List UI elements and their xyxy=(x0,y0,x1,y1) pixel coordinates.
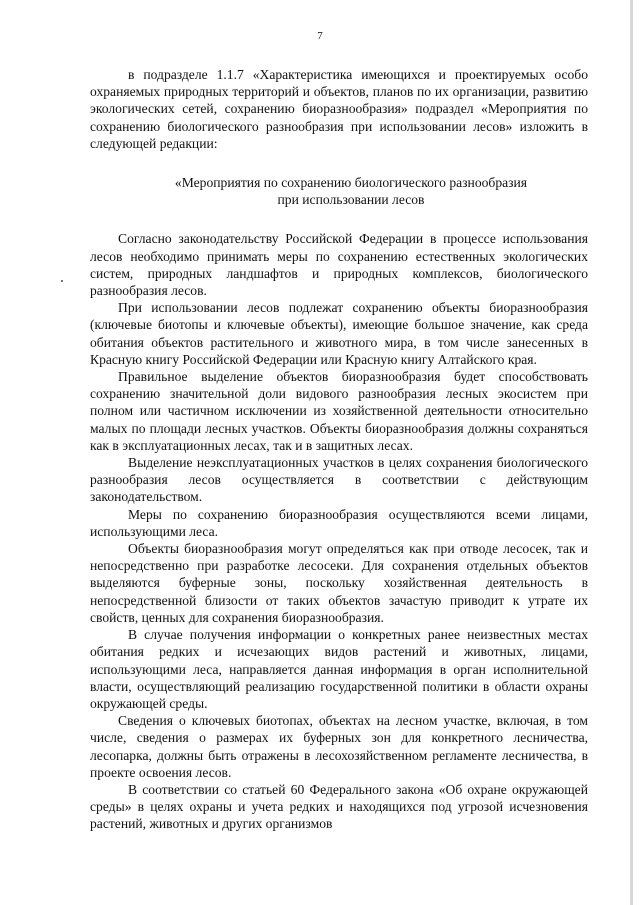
paragraph-article-60: В соответствии со статьей 60 Федерального закона «Об охране окружающей среды» в целях охраны и учета редких и находящихся под угрозой исчезновения растений, животных и других организмов xyxy=(90,781,588,832)
paragraph-buffer-zones: Объекты биоразнообразия могут определяться как при отводе лесосек, так и непосредственно при разработке лесосеки. Для сохранения отдельных объектов выделяются буферные зоны, поскольку хозяйственная деятельность в непосредственной близости от таких объектов зачастую приводит к утрате их свойств, ценных для сохранения биоразнообразия. xyxy=(90,541,588,625)
paragraph-key-biotopes: Сведения о ключевых биотопах, объектах на лесном участке, включая, в том числе, сведения о размерах их буферных зон для конкретного лесничества, лесопарка, должны быть отражены в лесохозяйственном регламенте лесничества, в проекте освоения лесов. xyxy=(90,713,588,780)
margin-dot xyxy=(61,280,63,282)
paragraph-correct-selection: Правильное выделение объектов биоразнообразия будет способствовать сохранению значительной доли видового разнообразия лесных экосистем при полном или частичном исключении из хозяйственной деятельности относительно малых по площади лесных участков. Объекты биоразнообразия должны сохраняться как в эксплуатационных лесах, так и в защитных лесах. xyxy=(90,369,588,453)
section-heading-line-1: «Мероприятия по сохранению биологического разнообразия xyxy=(174,175,528,191)
paragraph-biodiversity-objects: При использовании лесов подлежат сохранению объекты биоразнообразия (ключевые биотопы и ключевые объекты), имеющие большое значение, как среда обитания объектов растительного и животного мира, в том числе занесенных в Красную книгу Российской Федерации или Красную книгу Алтайского края. xyxy=(90,300,588,367)
paragraph-legislation: Согласно законодательству Российской Федерации в процессе использования лесов необходимо принимать меры по сохранению естественных экологических систем, природных ландшафтов и природных комплексов, биологического разнообразия лесов. xyxy=(90,231,588,299)
paragraph-non-exploitation-plots: Выделение неэксплуатационных участков в целях сохранения биологического разнообразия лесов осуществляется в соответствии с действующим законодательством. xyxy=(90,455,588,505)
document-body xyxy=(90,66,588,833)
intro-paragraph: в подразделе 1.1.7 «Характеристика имеющихся и проектируемых особо охраняемых природных территорий и объектов, планов по их организации, развитию экологических сетей, сохранению биоразнообразия» подраздел «Мероприятия по сохранению биологического разнообразия при использовании лесов» изложить в следующей редакции: xyxy=(90,67,588,151)
page-number: 7 xyxy=(317,30,323,42)
section-heading xyxy=(90,174,588,208)
paragraph-rare-species-info: В случае получения информации о конкретных ранее неизвестных местах обитания редких и исчезающих видов растений и животных, лицами, использующими леса, направляется данная информация в орган исполнительной власти, осуществляющий реализацию государственной политики в области охраны окружающей среды. xyxy=(90,627,588,711)
section-heading-line-2: при использовании лесов xyxy=(277,192,425,208)
page-edge-shadow xyxy=(630,0,633,905)
paragraph-measures-all-users: Меры по сохранению биоразнообразия осуществляются всеми лицами, использующими леса. xyxy=(90,506,588,539)
